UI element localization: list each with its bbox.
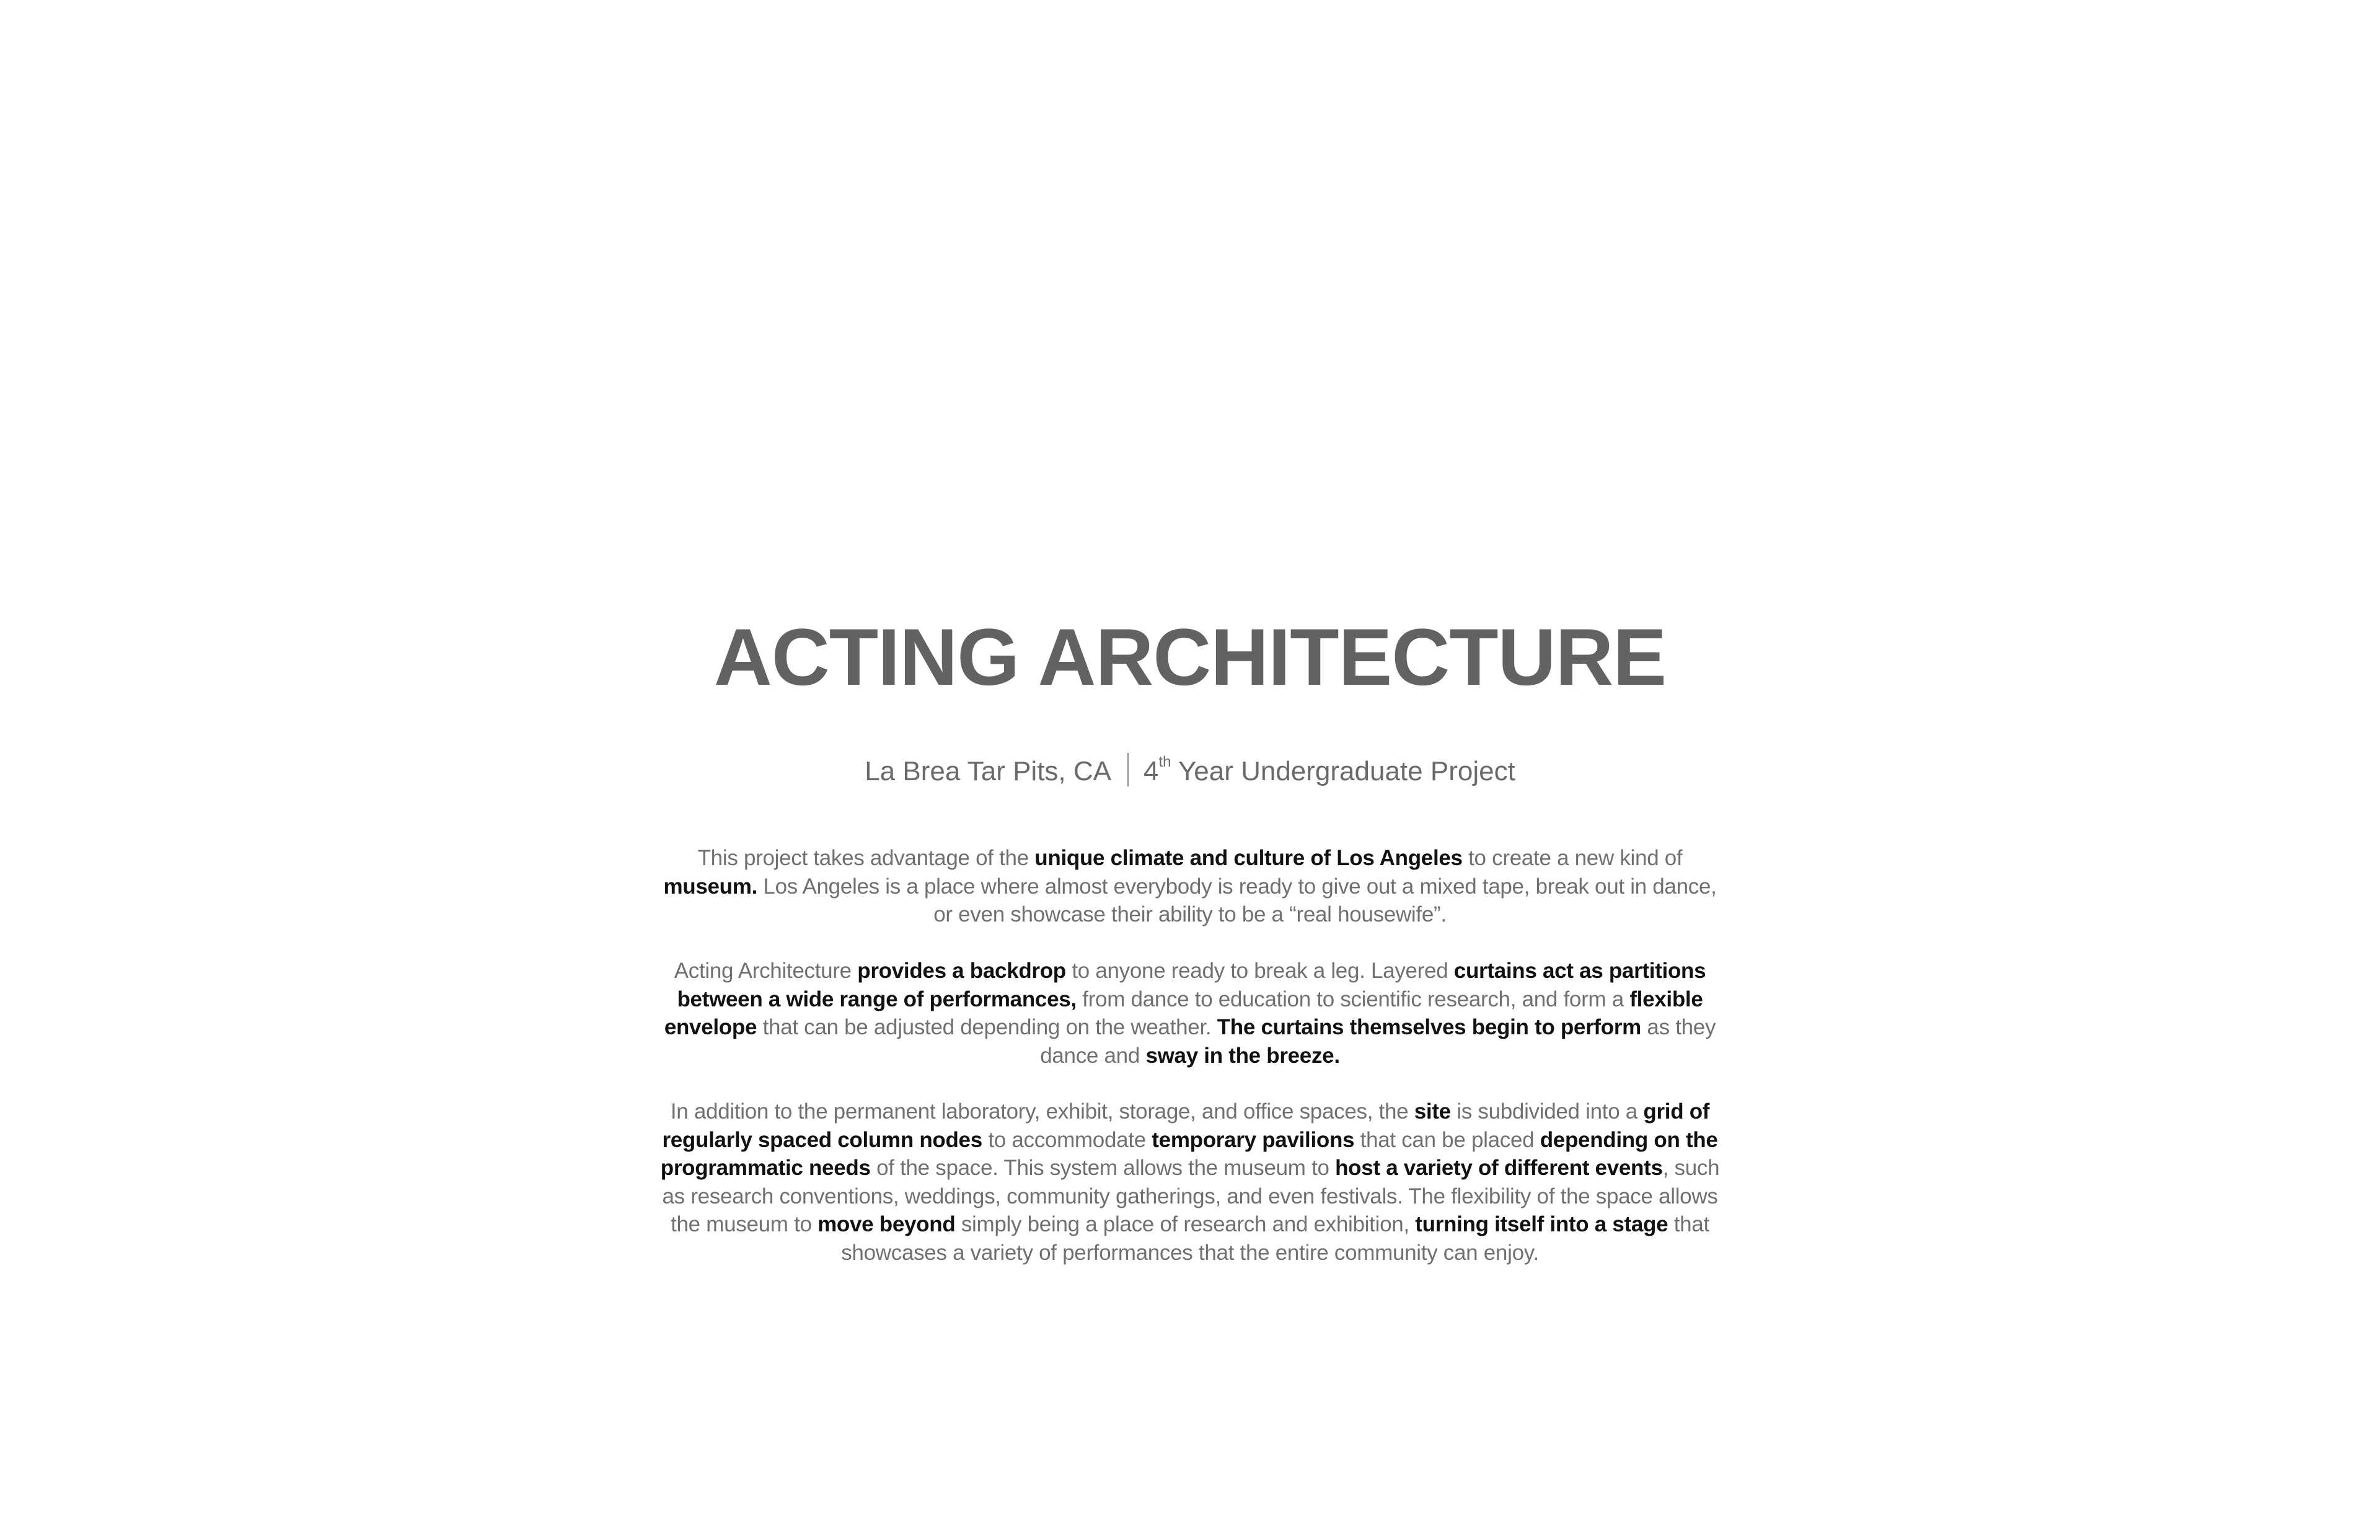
body-text-run: simply being a place of research and exhibition, [955, 1212, 1416, 1236]
emphasis-text: temporary pavilions [1152, 1127, 1355, 1152]
subtitle-divider [1127, 753, 1129, 786]
body-text-run: to accommodate [982, 1127, 1152, 1152]
emphasis-text: site [1414, 1099, 1451, 1124]
body-text-run: that can be adjusted depending on the weather. [757, 1015, 1217, 1039]
emphasis-text: provides a backdrop [857, 959, 1066, 983]
emphasis-text: The curtains themselves begin to perform [1217, 1015, 1641, 1039]
body-text-run: is subdivided into a [1450, 1099, 1644, 1124]
page-title: ACTING ARCHITECTURE [713, 612, 1667, 702]
body-text-run: to create a new kind of [1462, 846, 1683, 870]
description-paragraph-1 [657, 844, 1723, 929]
year-suffix: th [1158, 754, 1171, 770]
body-text-run: to anyone ready to break a leg. Layered [1065, 959, 1454, 983]
emphasis-text: flexible envelope [664, 987, 1703, 1039]
emphasis-text: museum. [663, 874, 757, 899]
project-subtitle [0, 753, 2380, 790]
location-label: La Brea Tar Pits, CA [865, 756, 1112, 786]
year-number: 4 [1144, 756, 1159, 786]
description-paragraph-2 [657, 957, 1723, 1070]
body-text-run: Los Angeles is a place where almost everybody is ready to give out a mixed tape, break out in dance, or even showcase their ability to be a “real housewife”. [757, 874, 1717, 926]
emphasis-text: host a variety of different events [1335, 1156, 1663, 1180]
body-text-run: from dance to education to scientific research, and form a [1076, 987, 1630, 1011]
emphasis-text: unique climate and culture of Los Angeles [1034, 846, 1463, 870]
description-paragraph-3 [657, 1098, 1723, 1267]
body-text-run: , such as research conventions, weddings, community gatherings, and even festivals. The flexibility of the space allows the museum to [662, 1156, 1720, 1236]
project-type-label: Year Undergraduate Project [1178, 756, 1515, 786]
emphasis-text: sway in the breeze. [1145, 1043, 1340, 1068]
emphasis-text: move beyond [818, 1212, 956, 1236]
emphasis-text: curtains act as partitions between a wide range of performances, [677, 959, 1706, 1011]
body-text-run: as they dance and [1040, 1015, 1716, 1068]
body-text-run: Acting Architecture [674, 959, 858, 983]
emphasis-text: grid of regularly spaced column nodes [662, 1099, 1710, 1152]
emphasis-text: turning itself into a stage [1415, 1212, 1668, 1236]
body-text-run: that can be placed [1354, 1127, 1540, 1152]
emphasis-text: depending on the programmatic needs [660, 1127, 1718, 1180]
body-text-run: In addition to the permanent laboratory, exhibit, storage, and office spaces, the [670, 1099, 1414, 1124]
body-text-run: that showcases a variety of performances that the entire community can enjoy. [841, 1212, 1709, 1265]
body-text-run: of the space. This system allows the museum to [870, 1156, 1336, 1180]
body-text-run: This project takes advantage of the [697, 846, 1035, 870]
